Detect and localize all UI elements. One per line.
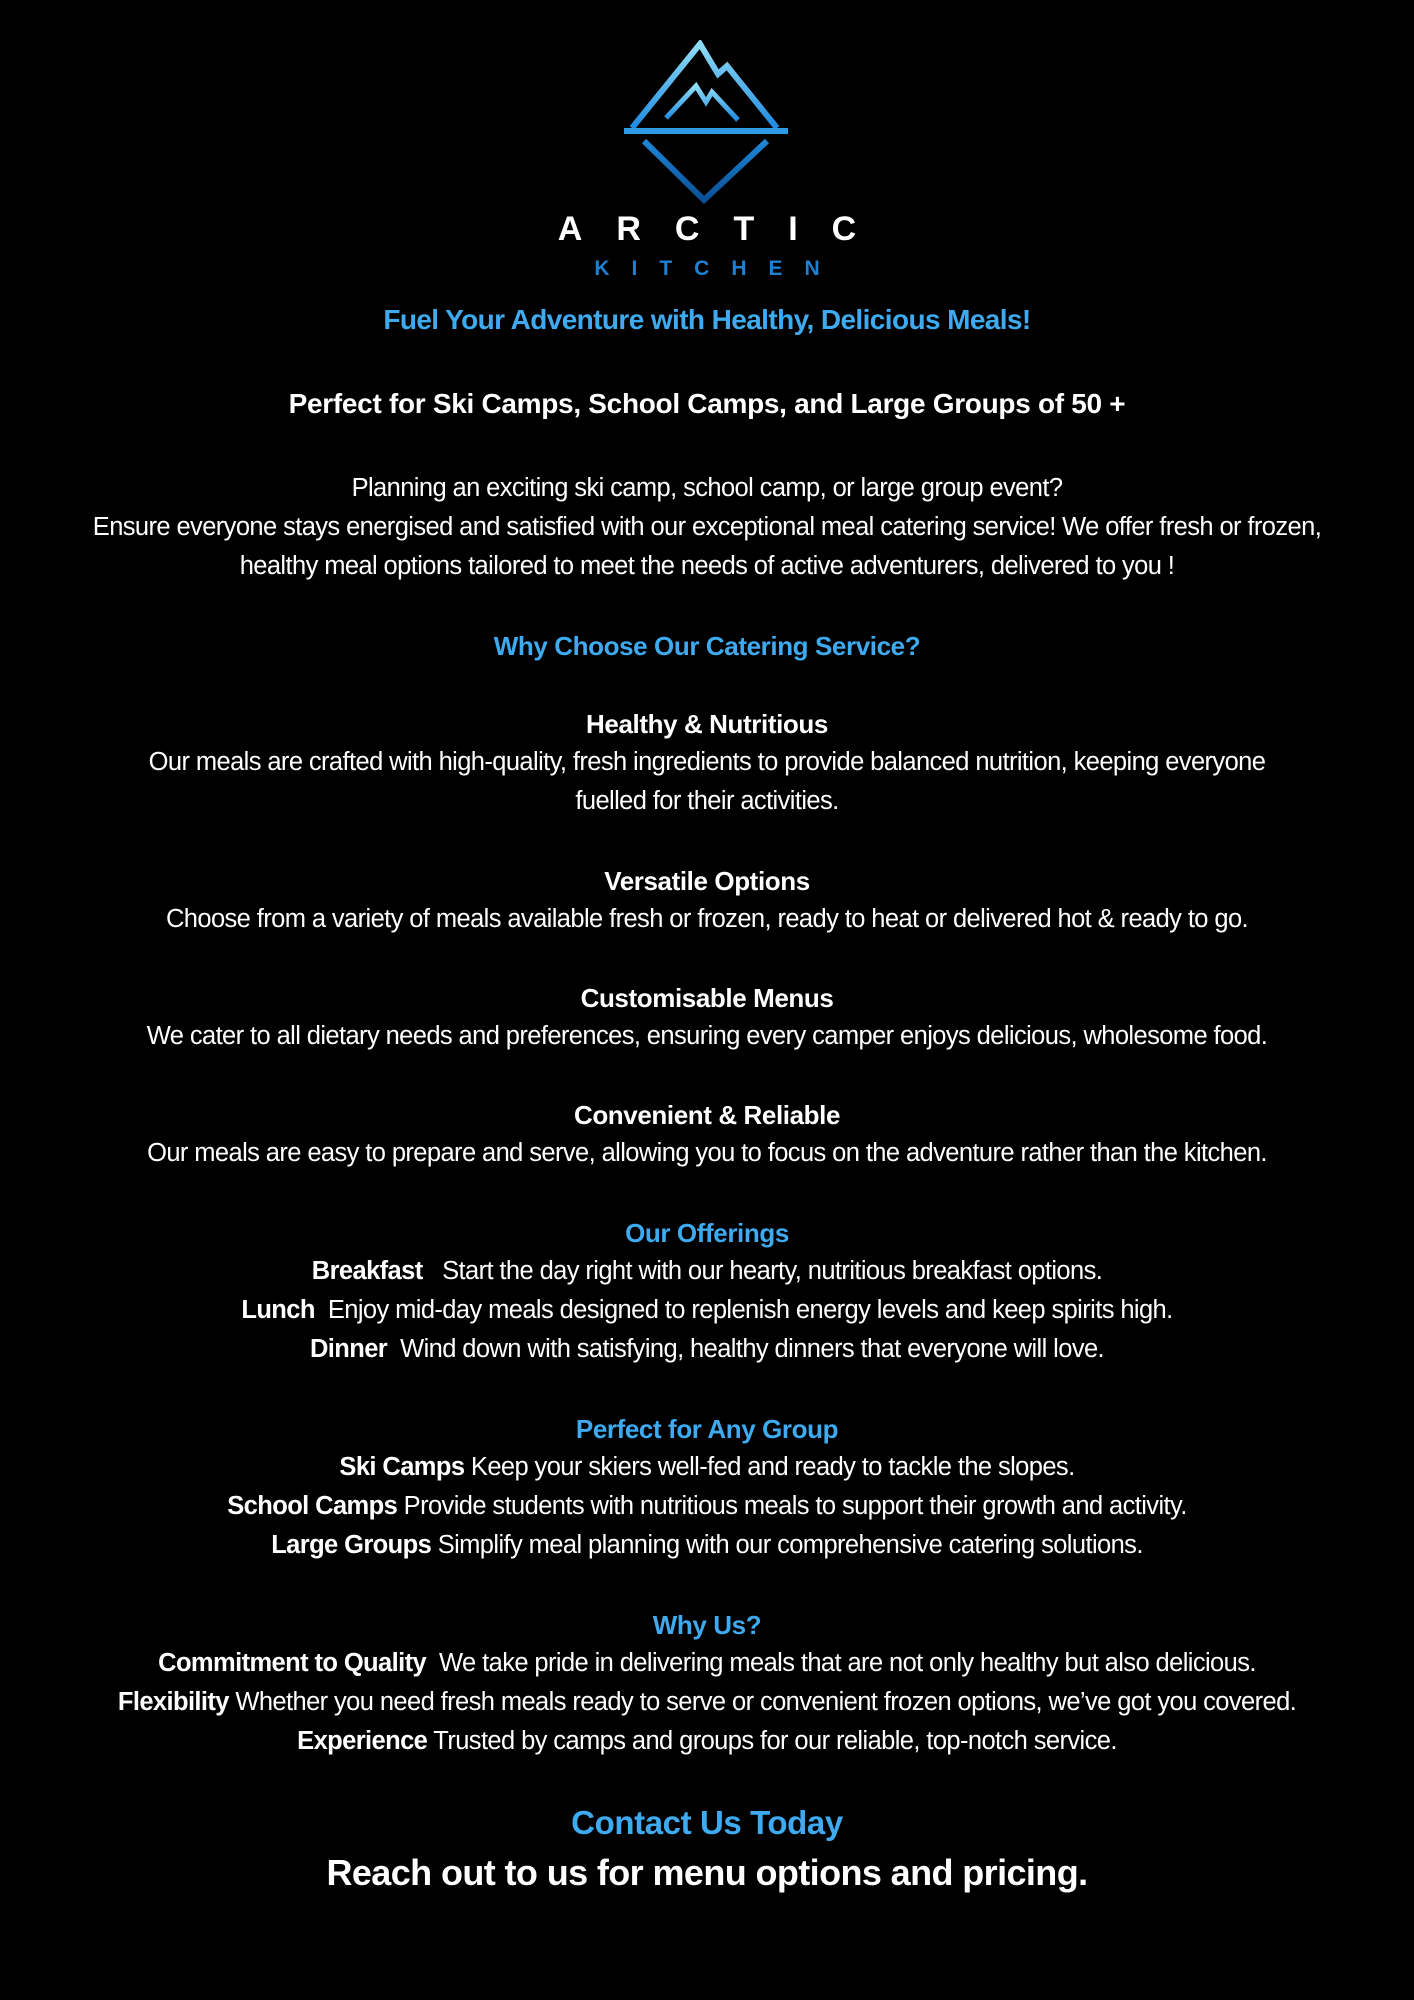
group-label: Large Groups	[271, 1531, 432, 1559]
feature-title: Customisable Menus	[580, 983, 834, 1013]
offering-text: Enjoy mid-day meals designed to replenish energy levels and keep spirits high.	[327, 1296, 1173, 1324]
group-label: School Camps	[227, 1492, 398, 1520]
group-text: Provide students with nutritious meals to support their growth and activity.	[403, 1492, 1187, 1520]
offering-item	[0, 1335, 1414, 1364]
feature-text: Choose from a variety of meals available fresh or frozen, ready to heat or delivered hot & ready to go.	[165, 905, 1249, 933]
offering-item	[0, 1257, 1414, 1286]
group-item	[0, 1531, 1414, 1560]
group-label: Ski Camps	[339, 1453, 465, 1481]
intro-line-3: healthy meal options tailored to meet the needs of active adventurers, delivered to you !	[239, 552, 1175, 580]
contact-title: Contact Us Today	[571, 1804, 843, 1841]
group-item	[0, 1492, 1414, 1521]
groups-title: Perfect for Any Group	[575, 1414, 839, 1444]
offerings-title: Our Offerings	[625, 1218, 789, 1248]
why-us-title: Why Us?	[652, 1610, 762, 1640]
arctic-kitchen-logo	[0, 40, 1414, 290]
feature-title: Healthy & Nutritious	[586, 709, 828, 739]
feature-text: Our meals are easy to prepare and serve, allowing you to focus on the adventure rather than the kitchen.	[147, 1139, 1267, 1167]
why-us-label: Flexibility	[117, 1688, 229, 1716]
group-text: Simplify meal planning with our comprehensive catering solutions.	[437, 1531, 1143, 1559]
offering-label: Breakfast	[311, 1257, 423, 1285]
feature-text: Our meals are crafted with high-quality, fresh ingredients to provide balanced nutrition, keeping everyone	[148, 748, 1266, 776]
why-us-item	[0, 1688, 1414, 1717]
headline: Fuel Your Adventure with Healthy, Delicious Meals!	[383, 304, 1031, 335]
subheadline: Perfect for Ski Camps, School Camps, and Large Groups of 50 +	[288, 388, 1126, 419]
brand-name: ARCTIC	[557, 210, 891, 248]
feature-title: Convenient & Reliable	[573, 1100, 841, 1130]
why-us-text: Trusted by camps and groups for our reliable, top-notch service.	[433, 1727, 1117, 1755]
why-us-text: Whether you need fresh meals ready to serve or convenient frozen options, we’ve got you covered.	[235, 1688, 1297, 1716]
group-text: Keep your skiers well-fed and ready to tackle the slopes.	[470, 1453, 1075, 1481]
offering-item	[0, 1296, 1414, 1325]
why-us-label: Commitment to Quality	[158, 1649, 427, 1677]
intro-line-1: Planning an exciting ski camp, school camp, or large group event?	[351, 474, 1063, 502]
iceberg-mountain-icon	[622, 40, 792, 205]
feature-text: We cater to all dietary needs and preferences, ensuring every camper enjoys delicious, wholesome food.	[146, 1022, 1268, 1050]
why-choose-title: Why Choose Our Catering Service?	[493, 631, 921, 661]
offering-label: Lunch	[241, 1296, 315, 1324]
intro-line-2: Ensure everyone stays energised and satisfied with our exceptional meal catering service! We offer fresh or frozen,	[92, 513, 1322, 541]
why-us-label: Experience	[297, 1727, 428, 1755]
why-us-item	[0, 1649, 1414, 1678]
offering-text: Wind down with satisfying, healthy dinners that everyone will love.	[400, 1335, 1105, 1363]
feature-text: fuelled for their activities.	[575, 787, 839, 815]
group-item	[0, 1453, 1414, 1482]
contact-line: Reach out to us for menu options and pricing.	[326, 1852, 1088, 1893]
offering-text: Start the day right with our hearty, nutritious breakfast options.	[442, 1257, 1103, 1285]
why-us-text: We take pride in delivering meals that are not only healthy but also delicious.	[439, 1649, 1256, 1677]
feature-title: Versatile Options	[604, 866, 810, 896]
brand-sub: KITCHEN	[594, 257, 842, 280]
why-us-item	[0, 1727, 1414, 1756]
offering-label: Dinner	[309, 1335, 388, 1363]
